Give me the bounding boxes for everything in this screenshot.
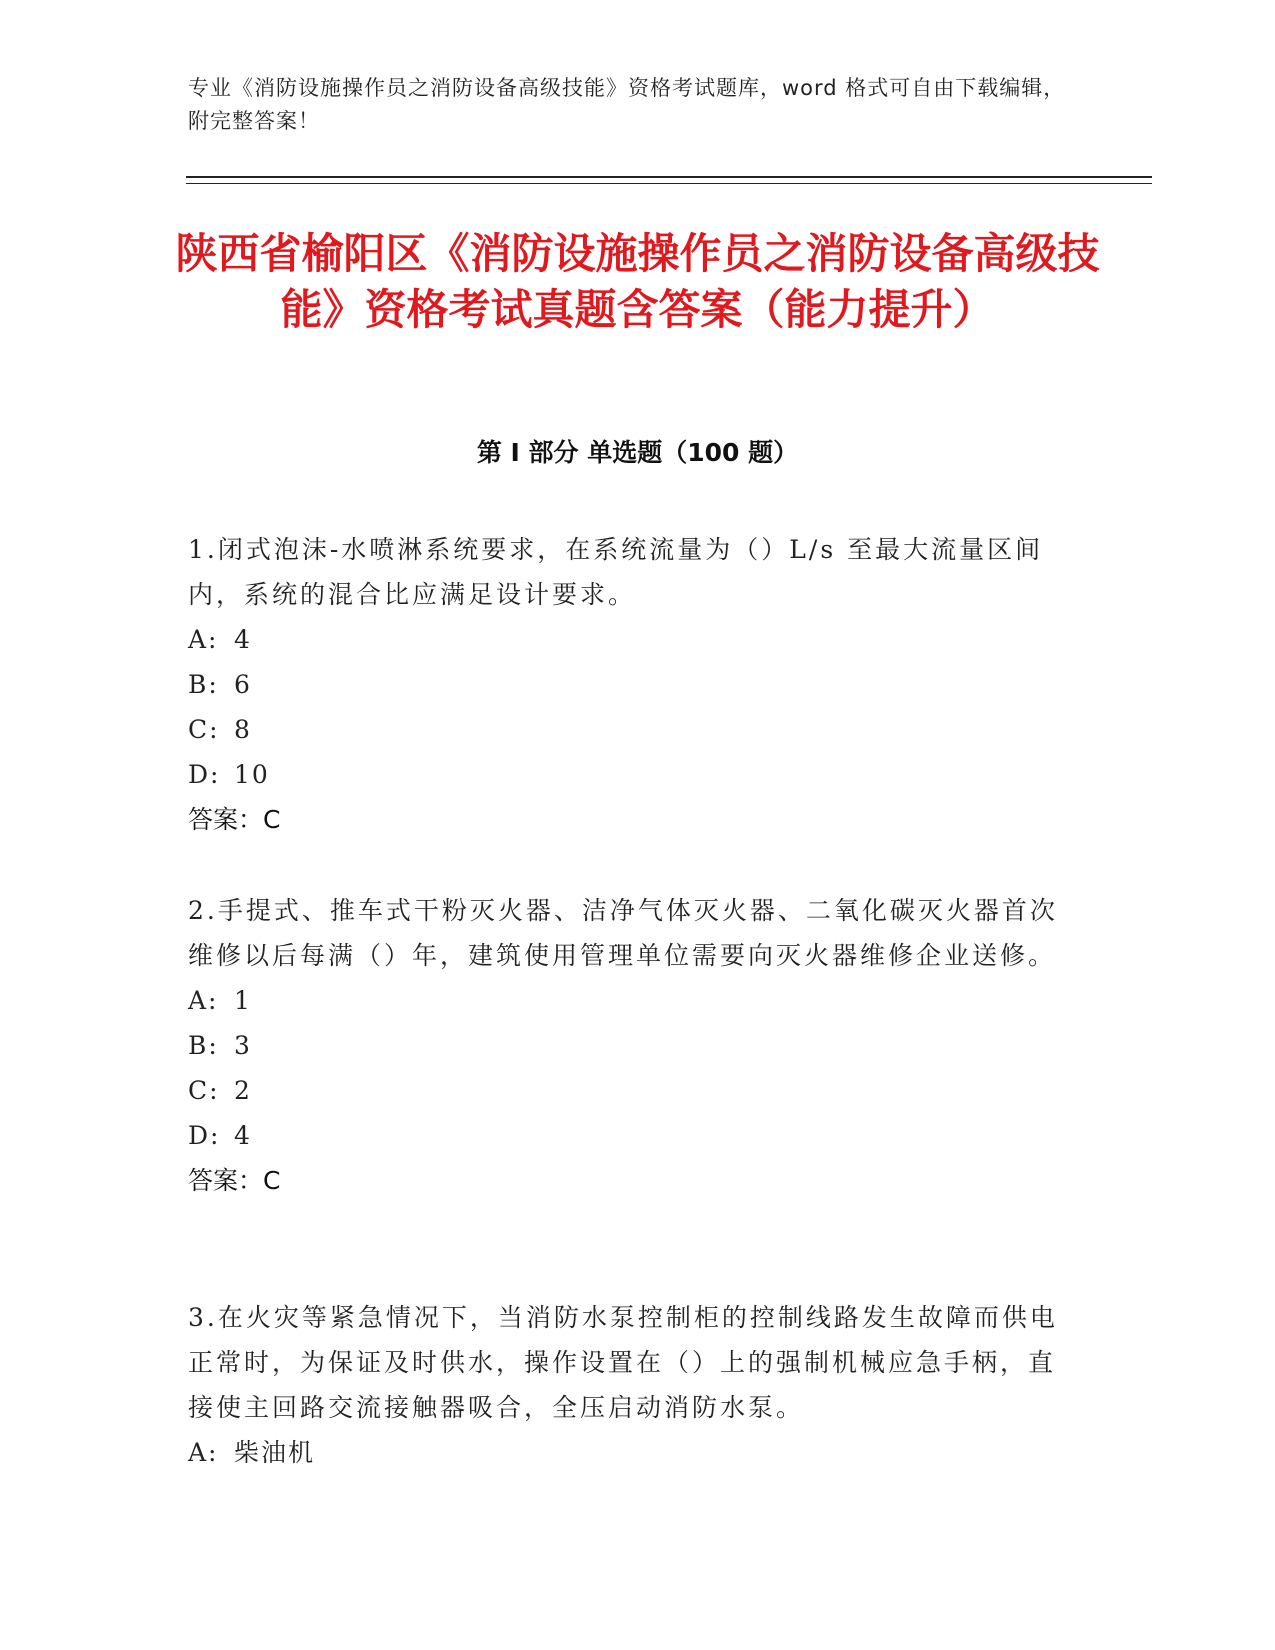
question-stem: 3.在火灾等紧急情况下，当消防水泵控制柜的控制线路发生故障而供电正常时，为保证及时供水，操作设置在（）上的强制机械应急手柄，直接使主回路交流接触器吸合，全压启动消防水泵。 [188,1303,1058,1422]
option-letter: C: [188,1076,220,1105]
header-divider-thin [186,183,1152,184]
option-text: 6 [234,670,252,699]
option-letter: D: [188,1121,221,1150]
option-b [188,1023,1068,1068]
answer: 答案：C [188,805,281,834]
option-letter: A: [188,625,219,654]
option-text: 1 [234,986,252,1015]
section-heading: 第 I 部分 单选题（100 题） [476,438,799,467]
option-letter: A: [188,1438,219,1467]
option-letter: B: [188,1031,219,1060]
option-text: 3 [234,1031,252,1060]
question-1 [188,527,1068,842]
header-divider-thick [186,176,1152,178]
option-letter: A: [188,986,219,1015]
document-title: 陕西省榆阳区《消防设施操作员之消防设备高级技能》资格考试真题含答案（能力提升） [175,229,1100,334]
question-2 [188,888,1068,1203]
question-stem: 1.闭式泡沫-水喷淋系统要求，在系统流量为（）L/s 至最大流量区间内，系统的混合比应满足设计要求。 [188,535,1044,609]
header-note: 专业《消防设施操作员之消防设备高级技能》资格考试题库，word 格式可自由下载编辑，附完整答案！ [188,76,1066,133]
option-b [188,662,1068,707]
option-a [188,1430,1068,1475]
option-c [188,707,1068,752]
answer: 答案：C [188,1166,281,1195]
option-letter: C: [188,715,220,744]
option-a [188,617,1068,662]
option-text: 2 [234,1076,252,1105]
option-text: 8 [234,715,252,744]
option-text: 柴油机 [234,1438,316,1467]
option-text: 4 [234,625,252,654]
option-text: 4 [234,1121,252,1150]
option-a [188,978,1068,1023]
option-c [188,1068,1068,1113]
question-stem: 2.手提式、推车式干粉灭火器、洁净气体灭火器、二氧化碳灭火器首次维修以后每满（）年，建筑使用管理单位需要向灭火器维修企业送修。 [188,896,1058,970]
option-text: 10 [234,760,270,789]
option-d [188,752,1068,797]
option-d [188,1113,1068,1158]
option-letter: D: [188,760,221,789]
question-3 [188,1295,1068,1475]
option-letter: B: [188,670,219,699]
